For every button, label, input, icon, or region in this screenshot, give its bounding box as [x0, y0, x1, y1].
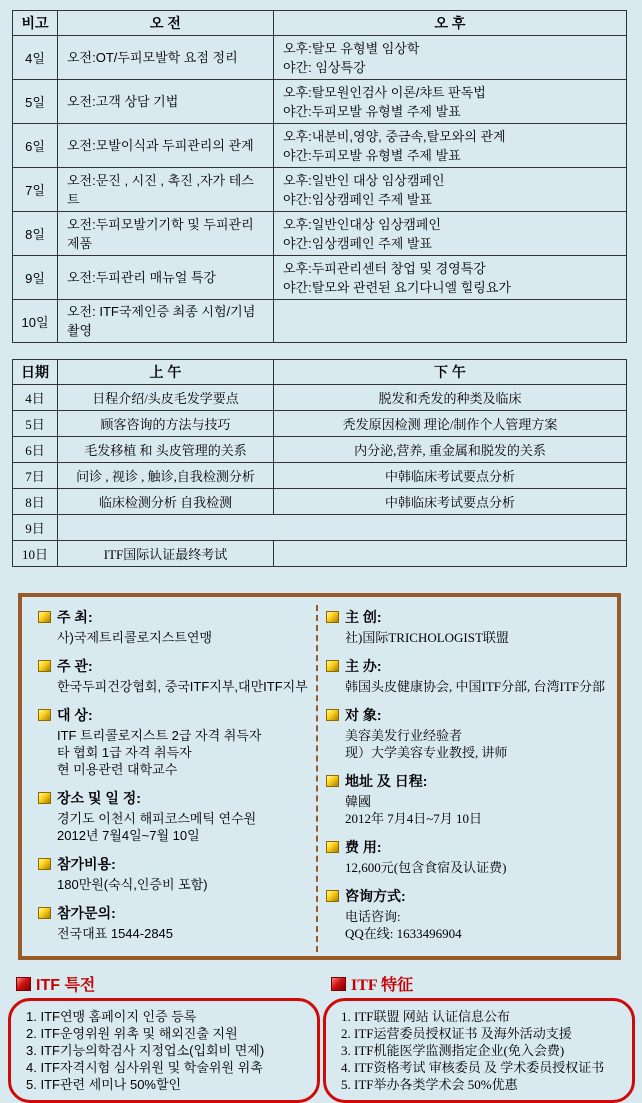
table-row	[13, 256, 627, 300]
afternoon-cell	[274, 212, 627, 256]
gold-bullet-icon	[326, 709, 339, 721]
info-line: 美容美发行业经验者	[345, 728, 463, 743]
morning-cell: 오전: ITF국제인증 최종 시험/기념촬영	[58, 300, 274, 343]
morning-cell: ITF国际认证最终考试	[58, 541, 274, 567]
gold-bullet-icon	[326, 611, 339, 623]
info-item-inquiry	[326, 886, 617, 942]
afternoon-line: 오후:탈모 유형별 임상학	[283, 40, 420, 56]
event-info-box	[18, 593, 621, 960]
info-line: 韩国头皮健康协会, 中国ITF分部, 台湾ITF分部	[345, 679, 606, 694]
info-label: 咨询方式:	[345, 888, 406, 904]
table-row	[13, 212, 627, 256]
day-cell: 4日	[13, 385, 58, 411]
afternoon-cell: 中韩临床考试要点分析	[274, 489, 627, 515]
table1-header-morning: 오 전	[58, 11, 274, 36]
day-cell: 8일	[13, 212, 58, 256]
day-cell: 9일	[13, 256, 58, 300]
evening-line: 야간:두피모발 유형별 주제 발표	[283, 103, 461, 119]
afternoon-cell	[274, 256, 627, 300]
benefit-item: 5. ITF举办各类学术会 50%优惠	[341, 1077, 518, 1092]
gold-bullet-icon	[326, 890, 339, 902]
benefit-item: 3. ITF机能医学监测指定企业(免入会费)	[341, 1043, 565, 1058]
info-item-founder	[326, 607, 617, 646]
table-row	[13, 411, 627, 437]
table-row	[13, 385, 627, 411]
itf-benefits-korean	[8, 972, 320, 1103]
day-cell: 6日	[13, 437, 58, 463]
morning-cell: 顾客咨询的方法与技巧	[58, 411, 274, 437]
benefit-item: 3. ITF기능의학검사 지정업소(입회비 면제)	[26, 1043, 265, 1058]
info-item-organizer	[38, 656, 316, 695]
info-label: 地址 及 日程:	[345, 773, 428, 789]
evening-line: 야간:임상캠페인 주제 발표	[283, 235, 432, 251]
info-line: 타 협회 1급 자격 취득자	[57, 745, 192, 760]
gold-bullet-icon	[38, 660, 51, 672]
benefit-item: 5. ITF관련 세미나 50%할인	[26, 1077, 182, 1092]
morning-cell: 오전:고객 상담 기법	[58, 80, 274, 124]
afternoon-line: 오후:내분비,영양, 중금속,탈모와의 관계	[283, 128, 506, 144]
info-item-sponsor	[326, 656, 617, 695]
korean-schedule-table	[12, 10, 627, 343]
table-row	[13, 36, 627, 80]
benefits-list-korean	[8, 998, 320, 1103]
info-line: ITF 트리콜로지스트 2급 자격 취득자	[57, 728, 262, 743]
evening-line: 야간:임상캠페인 주제 발표	[283, 191, 432, 207]
table-header-row	[13, 360, 627, 385]
table-row	[13, 463, 627, 489]
evening-line: 야간: 임상특강	[283, 59, 366, 75]
red-square-icon	[331, 977, 346, 991]
red-square-icon	[16, 977, 31, 991]
afternoon-line: 오후:탈모원인검사 이론/챠트 판독법	[283, 84, 486, 100]
merged-empty-cell	[58, 515, 627, 541]
afternoon-cell: 内分泌,营养, 重金属和脱发的关系	[274, 437, 627, 463]
info-line: 社)国际TRICHOLOGIST联盟	[345, 630, 509, 645]
info-label: 주 최:	[57, 609, 93, 625]
table-row	[13, 515, 627, 541]
evening-line: 야간:탈모와 관련된 요기다니엘 힐링요가	[283, 279, 511, 295]
info-item-fee	[38, 854, 316, 893]
info-line: QQ在线: 1633496904	[345, 926, 462, 941]
info-line: 현 미용관련 대학교수	[57, 762, 178, 777]
info-item-cost	[326, 837, 617, 876]
benefit-item: 2. ITF运营委员授权证书 及海外活动支援	[341, 1026, 572, 1041]
gold-bullet-icon	[326, 660, 339, 672]
info-label: 참가비용:	[57, 856, 116, 872]
benefit-item: 4. ITF자격시험 심사위원 및 학술위원 위촉	[26, 1060, 263, 1075]
benefit-item: 1. ITF연맹 홈페이지 인증 등록	[26, 1009, 197, 1024]
info-column-chinese	[316, 605, 617, 952]
promo-title-text: ITF 특전	[36, 977, 96, 994]
benefits-section	[8, 972, 642, 1103]
gold-bullet-icon	[38, 611, 51, 623]
afternoon-cell	[274, 168, 627, 212]
table-header-row	[13, 11, 627, 36]
info-line: 180만원(숙식,인증비 포함)	[57, 877, 208, 892]
promo-title-text: ITF 特征	[351, 977, 414, 994]
benefits-title-chinese	[331, 972, 635, 995]
benefit-item: 2. ITF운영위원 위촉 및 해외진출 지원	[26, 1026, 238, 1041]
gold-bullet-icon	[38, 792, 51, 804]
table-row	[13, 300, 627, 343]
afternoon-cell	[274, 124, 627, 168]
info-item-audience	[326, 705, 617, 761]
info-line: 경기도 이천시 해피코스메틱 연수원	[57, 811, 257, 826]
table-row	[13, 124, 627, 168]
morning-cell: 오전:모발이식과 두피관리의 관계	[58, 124, 274, 168]
table2-header-morning: 上 午	[58, 360, 274, 385]
day-cell: 10日	[13, 541, 58, 567]
info-label: 费 用:	[345, 839, 382, 855]
itf-benefits-chinese	[323, 972, 635, 1103]
morning-cell: 오전:두피모발기기학 및 두피관리 제품	[58, 212, 274, 256]
day-cell: 4일	[13, 36, 58, 80]
info-label: 대 상:	[57, 707, 93, 723]
info-line: 12,600元(包含食宿及认证费)	[345, 860, 507, 875]
info-line: 电话咨询:	[345, 909, 401, 924]
benefits-title-korean	[16, 972, 320, 995]
afternoon-line: 오후:두피관리센터 창업 및 경영특강	[283, 260, 486, 276]
info-line: 한국두피건강협회, 중국ITF지부,대만ITF지부	[57, 679, 308, 694]
info-label: 主 创:	[345, 609, 382, 625]
info-line: 2012年 7月4日~7月 10日	[345, 811, 483, 826]
afternoon-line: 오후:일반인대상 임상캠페인	[283, 216, 441, 232]
table-row	[13, 437, 627, 463]
day-cell: 6일	[13, 124, 58, 168]
benefit-item: 1. ITF联盟 网站 认证信息公布	[341, 1009, 511, 1024]
gold-bullet-icon	[326, 775, 339, 787]
day-cell: 7일	[13, 168, 58, 212]
afternoon-cell: 秃发原因检测 理论/制作个人管理方案	[274, 411, 627, 437]
evening-line: 야간:두피모발 유형별 주제 발표	[283, 147, 461, 163]
afternoon-line: 오후:일반인 대상 임상캠페인	[283, 172, 445, 188]
afternoon-cell	[274, 541, 627, 567]
info-item-contact	[38, 903, 316, 942]
info-column-korean	[22, 605, 316, 952]
day-cell: 7日	[13, 463, 58, 489]
afternoon-cell	[274, 300, 627, 343]
info-label: 주 관:	[57, 658, 93, 674]
info-label: 对 象:	[345, 707, 382, 723]
info-label: 主 办:	[345, 658, 382, 674]
morning-cell: 临床检测分析 自我检测	[58, 489, 274, 515]
day-cell: 9日	[13, 515, 58, 541]
afternoon-cell: 中韩临床考试要点分析	[274, 463, 627, 489]
table1-header-note: 비고	[13, 11, 58, 36]
day-cell: 5日	[13, 411, 58, 437]
morning-cell: 오전:두피관리 매뉴얼 특강	[58, 256, 274, 300]
info-label: 장소 및 일 정:	[57, 790, 141, 806]
afternoon-cell	[274, 80, 627, 124]
info-item-venue	[38, 788, 316, 844]
info-line: 韓國	[345, 794, 372, 809]
info-line: 2012년 7월4일~7월 10일	[57, 828, 200, 843]
info-line: 现）大学美容专业教授, 讲师	[345, 745, 508, 760]
day-cell: 5일	[13, 80, 58, 124]
info-line: 전국대표 1544-2845	[57, 926, 174, 941]
table2-header-date: 日期	[13, 360, 58, 385]
table-row	[13, 168, 627, 212]
morning-cell: 오전:OT/두피모발학 요점 정리	[58, 36, 274, 80]
morning-cell: 毛发移植 和 头皮管理的关系	[58, 437, 274, 463]
chinese-schedule-table	[12, 359, 627, 567]
table-row	[13, 541, 627, 567]
afternoon-cell: 脱发和秃发的种类及临床	[274, 385, 627, 411]
table2-header-afternoon: 下 午	[274, 360, 627, 385]
gold-bullet-icon	[326, 841, 339, 853]
info-item-host	[38, 607, 316, 646]
morning-cell: 问诊 , 视诊 , 触诊,自我检测分析	[58, 463, 274, 489]
info-item-target	[38, 705, 316, 778]
morning-cell: 日程介绍/头皮毛发学要点	[58, 385, 274, 411]
benefit-item: 4. ITF资格考试 审核委员 及 学术委员授权证书	[341, 1060, 605, 1075]
morning-cell: 오전:문진 , 시진 , 촉진 ,자가 테스트	[58, 168, 274, 212]
gold-bullet-icon	[38, 858, 51, 870]
day-cell: 8日	[13, 489, 58, 515]
table-row	[13, 489, 627, 515]
gold-bullet-icon	[38, 709, 51, 721]
table1-header-afternoon: 오 후	[274, 11, 627, 36]
gold-bullet-icon	[38, 907, 51, 919]
info-line: 사)국제트리콜로지스트연맹	[57, 630, 213, 645]
info-label: 참가문의:	[57, 905, 116, 921]
benefits-list-chinese	[323, 998, 635, 1103]
day-cell: 10일	[13, 300, 58, 343]
table-row	[13, 80, 627, 124]
info-item-address-schedule	[326, 771, 617, 827]
afternoon-cell	[274, 36, 627, 80]
